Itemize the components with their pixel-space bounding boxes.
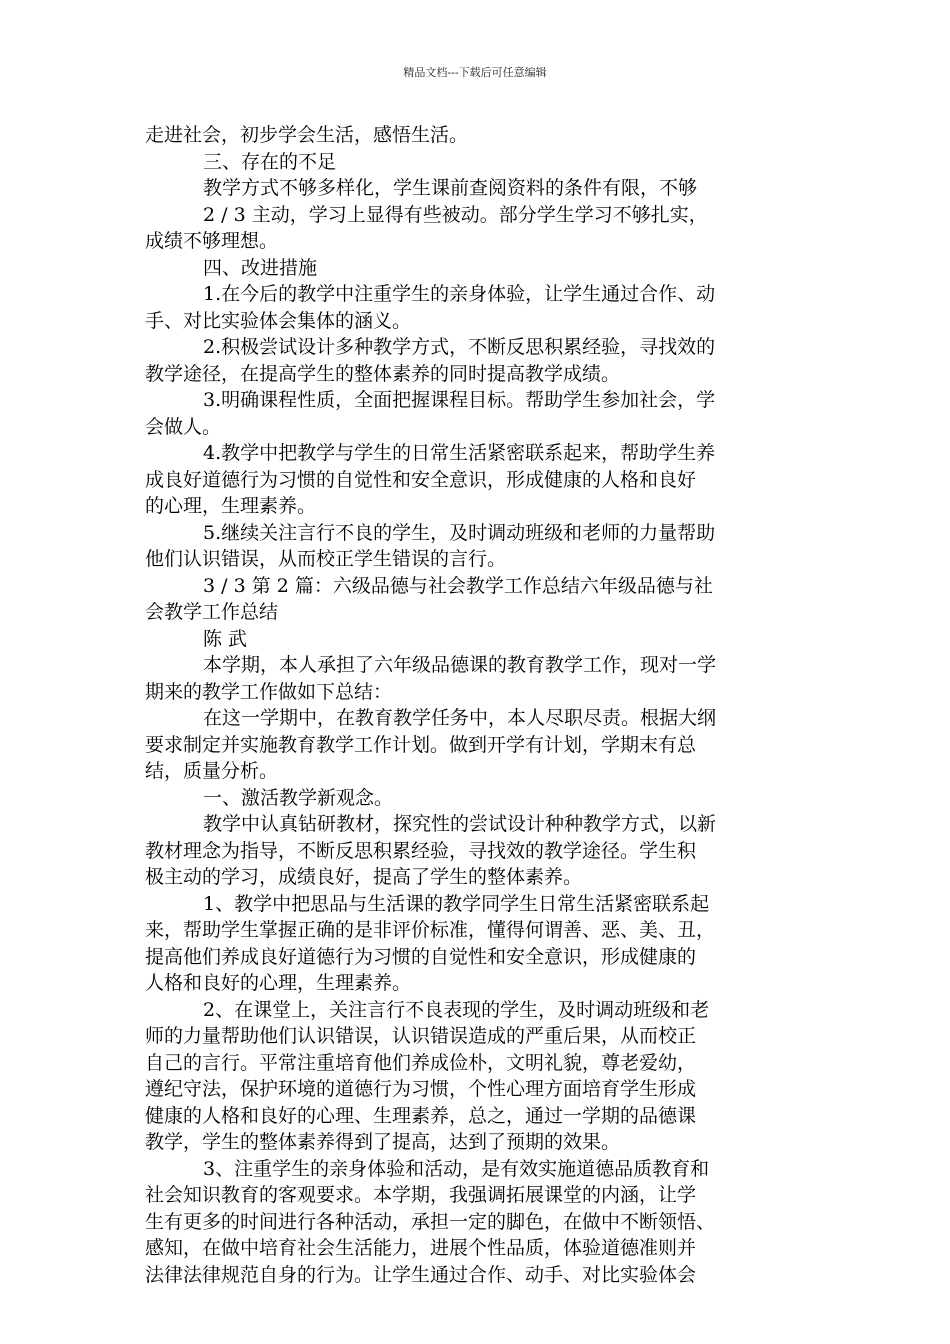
text-line: 1、教学中把思品与生活课的教学同学生日常生活紧密联系起 xyxy=(203,892,710,915)
text-line: 要求制定并实施教育教学工作计划。做到开学有计划，学期末有总 xyxy=(145,733,697,756)
text-line: 健康的人格和良好的心理、生理素养，总之，通过一学期的品德课 xyxy=(145,1104,697,1127)
text-line: 教学，学生的整体素养得到了提高，达到了预期的效果。 xyxy=(145,1131,621,1153)
text-line: 人格和良好的心理，生理素养。 xyxy=(145,972,412,994)
text-line: 结，质量分析。 xyxy=(145,760,279,782)
text-line: 成绩不够理想。 xyxy=(145,230,279,252)
text-line: 本学期，本人承担了六年级品德课的教育教学工作，现对一学 xyxy=(203,654,717,676)
text-line: 极主动的学习，成绩良好，提高了学生的整体素养。 xyxy=(145,866,583,888)
text-line: 1.在今后的教学中注重学生的亲身体验，让学生通过合作、动 xyxy=(203,283,716,305)
text-line: 法律法律规范自身的行为。让学生通过合作、动手、对比实验体会 xyxy=(145,1263,697,1286)
text-line: 3.明确课程性质，全面把握课程目标。帮助学生参加社会，学 xyxy=(203,389,716,411)
text-line: 社会知识教育的客观要求。本学期，我强调拓展课堂的内涵，让学 xyxy=(145,1184,697,1206)
text-line: 成良好道德行为习惯的自觉性和安全意识，形成健康的人格和良好 xyxy=(145,468,697,491)
text-line: 一、激活教学新观念。 xyxy=(203,786,394,809)
text-line: 提高他们养成良好道德行为习惯的自觉性和安全意识，形成健康的 xyxy=(145,945,697,968)
text-line: 5.继续关注言行不良的学生，及时调动班级和老师的力量帮助 xyxy=(203,521,716,544)
text-line: 教学中认真钻研教材，探究性的尝试设计种种教学方式，以新 xyxy=(203,813,717,835)
page-header: 精品文档---下载后可任意编辑 xyxy=(403,66,547,79)
text-line: 教学方式不够多样化，学生课前查阅资料的条件有限，不够 xyxy=(203,177,698,199)
text-line: 他们认识错误，从而校正学生错误的言行。 xyxy=(145,548,507,570)
text-line: 教材理念为指导，不断反思积累经验，寻找效的教学途径。学生积 xyxy=(145,839,697,862)
document-body xyxy=(145,122,825,1288)
text-line: 遵纪守法，保护环境的道德行为习惯，个性心理方面培育学生形成 xyxy=(145,1078,697,1100)
text-line: 3 / 3 第 2 篇：六级品德与社会教学工作总结六年级品德与社 xyxy=(203,574,713,597)
text-line: 陈 武 xyxy=(203,627,248,650)
text-line: 自己的言行。平常注重培育他们养成俭朴，文明礼貌，尊老爱幼， xyxy=(145,1051,697,1074)
text-line: 2、在课堂上，关注言行不良表现的学生，及时调动班级和老 xyxy=(203,998,710,1021)
text-line: 2 / 3 主动，学习上显得有些被动。部分学生学习不够扎实， xyxy=(203,203,708,226)
text-line: 生有更多的时间进行各种活动，承担一定的脚色，在做中不断领悟、 xyxy=(145,1210,716,1233)
text-line: 2.积极尝试设计多种教学方式，不断反思积累经验，寻找效的 xyxy=(203,336,716,358)
text-line: 四、改进措施 xyxy=(203,256,318,279)
text-line: 会教学工作总结 xyxy=(145,601,279,623)
text-line: 3、注重学生的亲身体验和活动，是有效实施道德品质教育和 xyxy=(203,1157,710,1180)
text-line: 三、存在的不足 xyxy=(203,150,337,173)
text-line: 期来的教学工作做如下总结： xyxy=(145,680,393,703)
text-line: 4.教学中把教学与学生的日常生活紧密联系起来，帮助学生养 xyxy=(203,442,716,464)
text-line: 的心理，生理素养。 xyxy=(145,495,317,517)
text-line: 感知，在做中培育社会生活能力，进展个性品质，体验道德准则并 xyxy=(145,1237,697,1259)
text-line: 来，帮助学生掌握正确的是非评价标准，懂得何谓善、恶、美、丑， xyxy=(145,919,716,941)
text-line: 师的力量帮助他们认识错误，认识错误造成的严重后果，从而校正 xyxy=(145,1025,697,1047)
text-line: 教学途径，在提高学生的整体素养的同时提高教学成绩。 xyxy=(145,362,621,385)
text-line: 在这一学期中，在教育教学任务中，本人尽职尽责。根据大纲 xyxy=(203,707,717,729)
text-line: 走进社会，初步学会生活，感悟生活。 xyxy=(145,124,469,146)
text-line: 手、对比实验体会集体的涵义。 xyxy=(145,309,412,332)
text-line: 会做人。 xyxy=(145,415,222,438)
